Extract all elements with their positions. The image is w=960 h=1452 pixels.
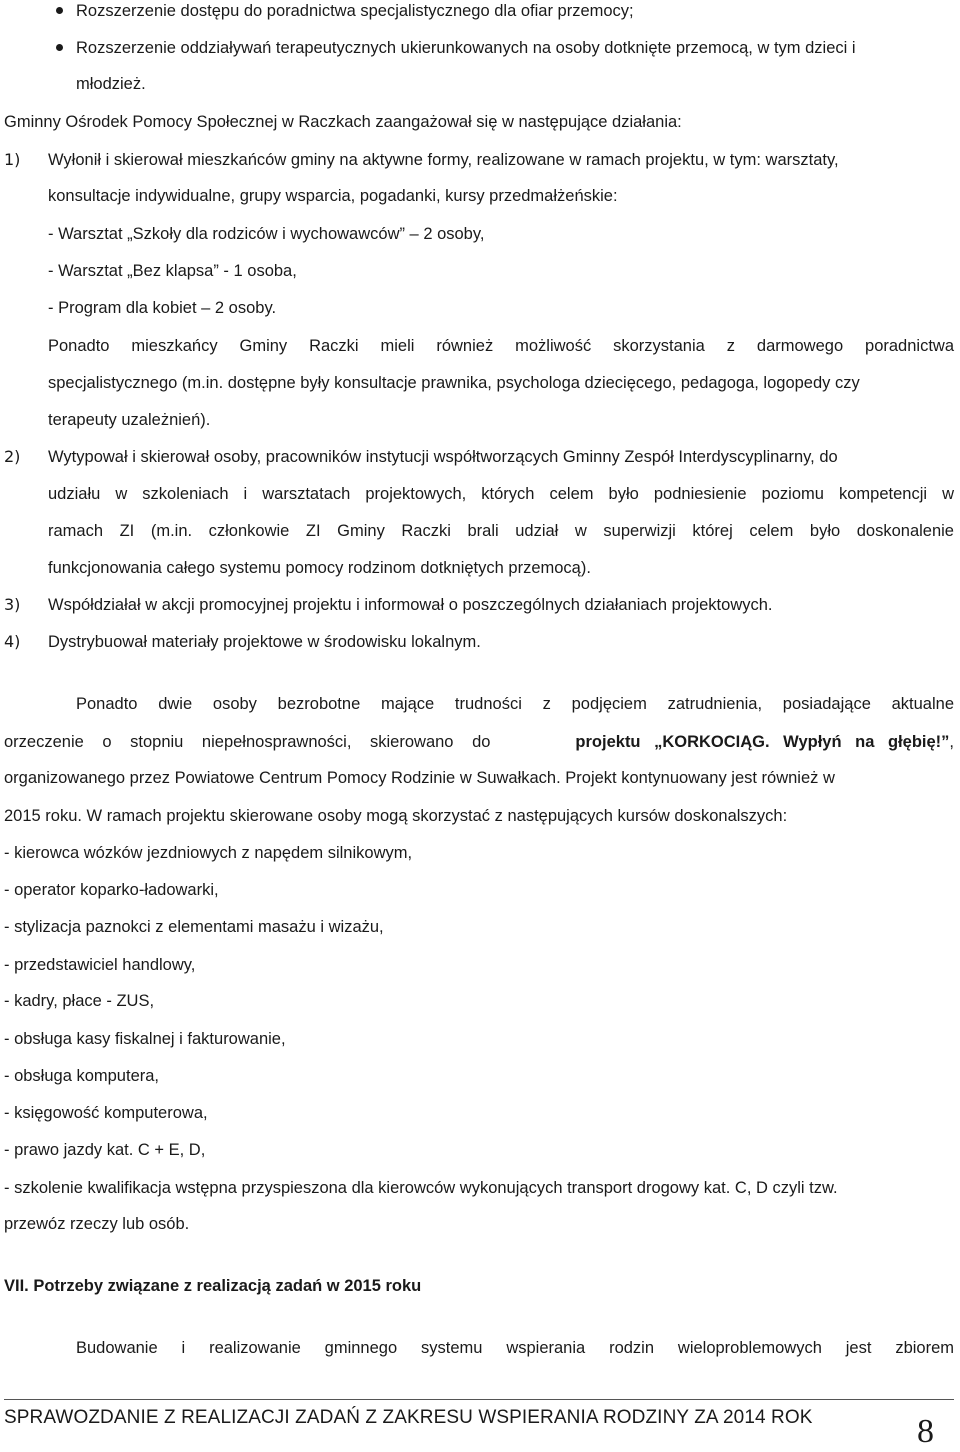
bullet-item-continuation: młodzież. [76, 75, 146, 93]
item-line: konsultacje indywidualne, grupy wsparcia, pogadanki, kursy przedmałżeńskie: [48, 187, 618, 205]
item-line: - Program dla kobiet – 2 osoby. [48, 299, 277, 317]
item-number: 4) [4, 632, 21, 651]
item-line: Wyłonił i skierował mieszkańców gminy na aktywne formy, realizowane w ramach projektu, w tym: warsztaty, [48, 151, 839, 169]
item-line: Ponadto mieszkańcy Gminy Raczki mieli również możliwość skorzystania z darmowego poradnictwa [48, 337, 954, 355]
item-line: funkcjonowania całego systemu pomocy rodzinom dotkniętych przemocą). [48, 559, 591, 577]
course-item: - kierowca wózków jezdniowych z napędem silnikowym, [4, 844, 413, 862]
course-item: - przedstawiciel handlowy, [4, 956, 196, 974]
course-item: - obsługa komputera, [4, 1067, 160, 1085]
paragraph-line: 2015 roku. W ramach projektu skierowane osoby mogą skorzystać z następujących kursów doskonalszych: [4, 807, 788, 825]
bullet-item: Rozszerzenie dostępu do poradnictwa specjalistycznego dla ofiar przemocy; [76, 2, 634, 20]
course-item: - obsługa kasy fiskalnej i fakturowanie, [4, 1030, 286, 1048]
paragraph-text: , [949, 733, 954, 751]
page-number: 8 [917, 1413, 934, 1450]
paragraph-line: organizowanego przez Powiatowe Centrum Pomocy Rodzinie w Suwałkach. Projekt kontynuowany jest również w [4, 769, 835, 787]
item-number: 1) [4, 150, 21, 169]
bullet-icon [56, 7, 63, 14]
paragraph-text: orzeczenie o stopniu niepełnosprawności, skierowano do [4, 733, 491, 751]
bullet-icon [56, 44, 63, 51]
paragraph-line: Ponadto dwie osoby bezrobotne mające trudności z podjęciem zatrudnienia, posiadające aktualne [76, 695, 954, 713]
course-item: - operator koparko-ładowarki, [4, 881, 219, 899]
paragraph-line [4, 732, 954, 752]
section-heading: VII. Potrzeby związane z realizacją zadań w 2015 roku [4, 1277, 422, 1295]
course-item: - stylizacja paznokci z elementami masażu i wizażu, [4, 918, 384, 936]
course-item: - kadry, płace - ZUS, [4, 992, 155, 1010]
project-name: projektu „KORKOCIĄG. Wypłyń na głębię!” [575, 733, 950, 751]
intro-text: Gminny Ośrodek Pomocy Społecznej w Raczkach zaangażował się w następujące działania: [4, 113, 682, 131]
item-line: - Warsztat „Szkoły dla rodziców i wychowawców” – 2 osoby, [48, 225, 485, 243]
footer-title: SPRAWOZDANIE Z REALIZACJI ZADAŃ Z ZAKRESU WSPIERANIA RODZINY ZA 2014 ROK [4, 1407, 813, 1428]
item-line: Wytypował i skierował osoby, pracowników instytucji współtworzących Gminny Zespół Interdyscyplinarny, do [48, 448, 838, 466]
item-line: Dystrybuował materiały projektowe w środowisku lokalnym. [48, 633, 481, 651]
item-number: 2) [4, 447, 21, 466]
item-line: Współdziałał w akcji promocyjnej projektu i informował o poszczególnych działaniach projektowych. [48, 596, 773, 614]
item-line: ramach ZI (m.in. członkowie ZI Gminy Raczki brali udział w superwizji której celem było doskonalenie [48, 522, 954, 540]
item-line: specjalistycznego (m.in. dostępne były konsultacje prawnika, psychologa dziecięcego, pedagoga, logopedy czy [48, 374, 860, 392]
footer-divider [4, 1399, 954, 1400]
item-line: udziału w szkoleniach i warsztatach projektowych, których celem było podniesienie poziomu kompetencji w [48, 485, 954, 503]
course-item: - prawo jazdy kat. C + E, D, [4, 1141, 206, 1159]
paragraph-line: Budowanie i realizowanie gminnego systemu wspierania rodzin wieloproblemowych jest zbiorem [76, 1339, 954, 1357]
bullet-item: Rozszerzenie oddziaływań terapeutycznych ukierunkowanych na osoby dotknięte przemocą, w tym dzieci i [76, 39, 856, 57]
course-item: przewóz rzeczy lub osób. [4, 1215, 190, 1233]
item-line: - Warsztat „Bez klapsa” - 1 osoba, [48, 262, 297, 280]
item-number: 3) [4, 595, 21, 614]
course-item: - szkolenie kwalifikacja wstępna przyspieszona dla kierowców wykonujących transport drogowy kat. C, D czyli tzw. [4, 1179, 838, 1197]
course-item: - księgowość komputerowa, [4, 1104, 208, 1122]
item-line: terapeuty uzależnień). [48, 411, 211, 429]
